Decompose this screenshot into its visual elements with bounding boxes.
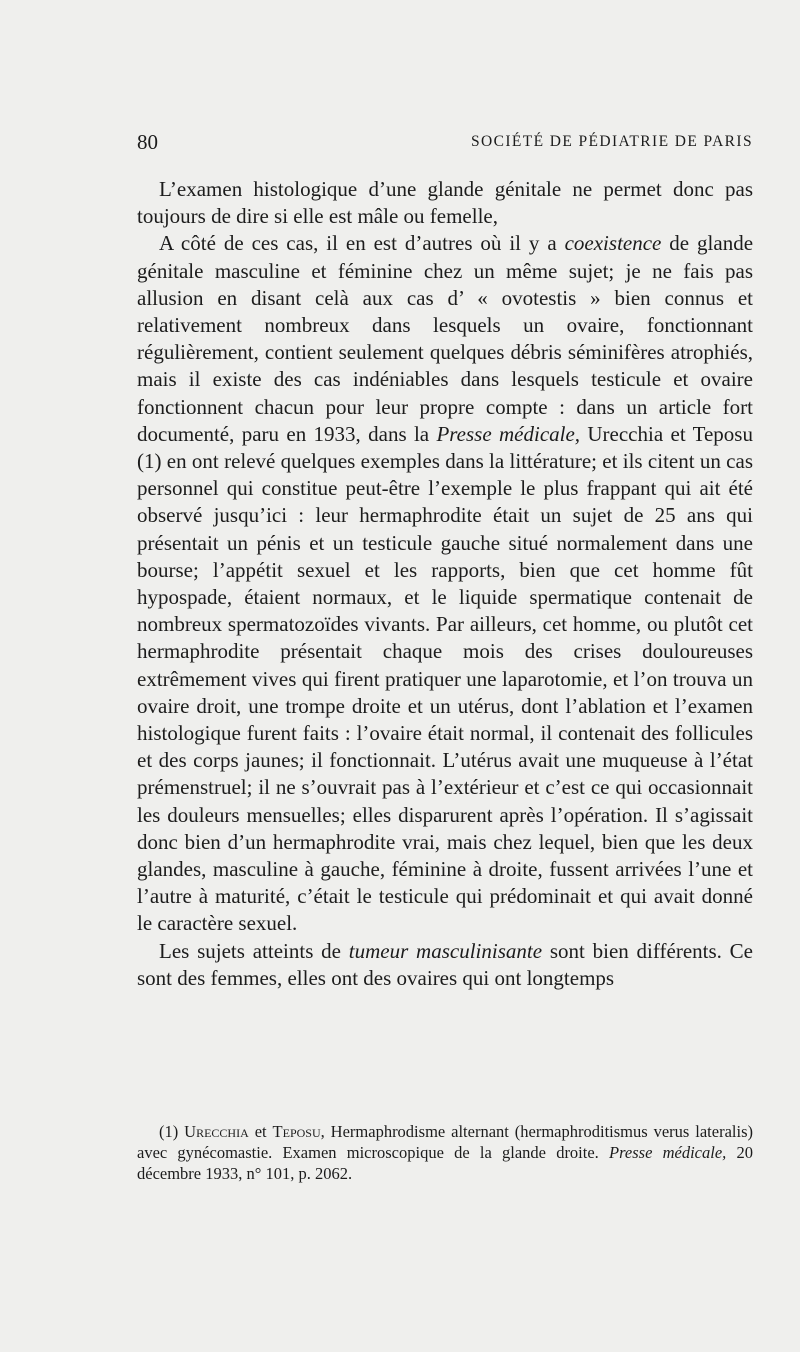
page-number: 80 [137, 130, 158, 154]
journal-title: Presse médicale, [436, 421, 581, 446]
paragraph-2-text-a: A côté de ces cas, il en est d’autres où il y a [159, 231, 565, 256]
paragraph-3 [137, 938, 753, 992]
paragraph-2 [137, 230, 753, 937]
footnote-journal: Presse médicale, [609, 1143, 727, 1162]
emphasis-coexistence: coexistence [564, 231, 662, 256]
paragraph-2-text-e: Urecchia et Teposu (1) en ont relevé quelques exemples dans la littérature; et ils citent un cas personnel qui constitue peut-être l’exemple le plus frappant qui ait été observé jusqu’ici : leur hermaphrodite était un sujet de 25 ans qui présentait un pénis et un testicule gauche situé normalement dans une bourse; l’appétit sexuel et les rapports, bien que cet homme fût hypospade, étaient normaux, et le liquide spermatique contenait de nombreux spermatozoïdes vivants. Par ailleurs, cet homme, ou plutôt cet hermaphrodite présentait chaque mois des crises douloureuses extrêmement vives qui firent pratiquer une laparotomie, et l’on trouva un ovaire droit, une trompe droite et un utérus, dont l’ablation et l’examen histologique furent faits : l’ovaire était normal, il contenait des follicules et des corps jaunes; il fonctionnait. L’utérus avait une muqueuse à l’état prémenstruel; il ne s’ouvrait pas à l’extérieur et c’est ce qui occasionnait les douleurs mensuelles; elles disparurent après l’opération. Il s’agissait donc bien d’un hermaphrodite vrai, mais chez lequel, bien que les deux glandes, masculine à gauche, féminine à droite, fussent arrivées l’une et l’autre à maturité, c’était le testicule qui prédominait et qui avait donné le caractère sexuel. [137, 421, 753, 936]
footnote-text-b: 20 décembre 1933, n° 101, p. 2062. [137, 1143, 754, 1183]
paragraph-1-text: L’examen histologique d’une glande génitale ne permet donc pas toujours de dire si elle est mâle ou femelle, [137, 177, 753, 229]
footnote-marker: (1) [159, 1122, 185, 1141]
footnote-1 [137, 1121, 753, 1184]
footnotes [137, 1121, 753, 1184]
footnote-author-2: Teposu [272, 1122, 321, 1141]
running-head: SOCIÉTÉ DE PÉDIATRIE DE PARIS [470, 133, 753, 150]
paragraph-3-text-a: Les sujets atteints de [159, 938, 349, 963]
footnote-author-1: Urecchia [184, 1122, 249, 1141]
paragraph-3-text-c: sont bien différents. Ce sont des femmes, elles ont des ovaires qui ont longtemps [137, 938, 754, 990]
footnote-connector: et [248, 1122, 273, 1141]
paragraph-2-text-c: de glande génitale masculine et féminine chez un même sujet; je ne fais pas allusion en disant celà aux cas d’ « ovotestis » bien connus et relativement nombreux dans lesquels un ovaire, fonctionnant régulièrement, contient seulement quelques débris séminifères atrophiés, mais il existe des cas indéniables dans lesquels testicule et ovaire fonctionnent chacun pour leur propre compte : dans un article fort documenté, paru en 1933, dans la [137, 231, 754, 446]
page-header [137, 130, 753, 160]
body-text [137, 176, 753, 992]
paragraph-1 [137, 176, 753, 230]
emphasis-tumeur: tumeur masculinisante [348, 938, 543, 963]
footnote-text-a: , Hermaphrodisme alternant (hermaphroditismus verus lateralis) avec gynécomastie. Examen microscopique de la glande droite. [137, 1122, 753, 1162]
